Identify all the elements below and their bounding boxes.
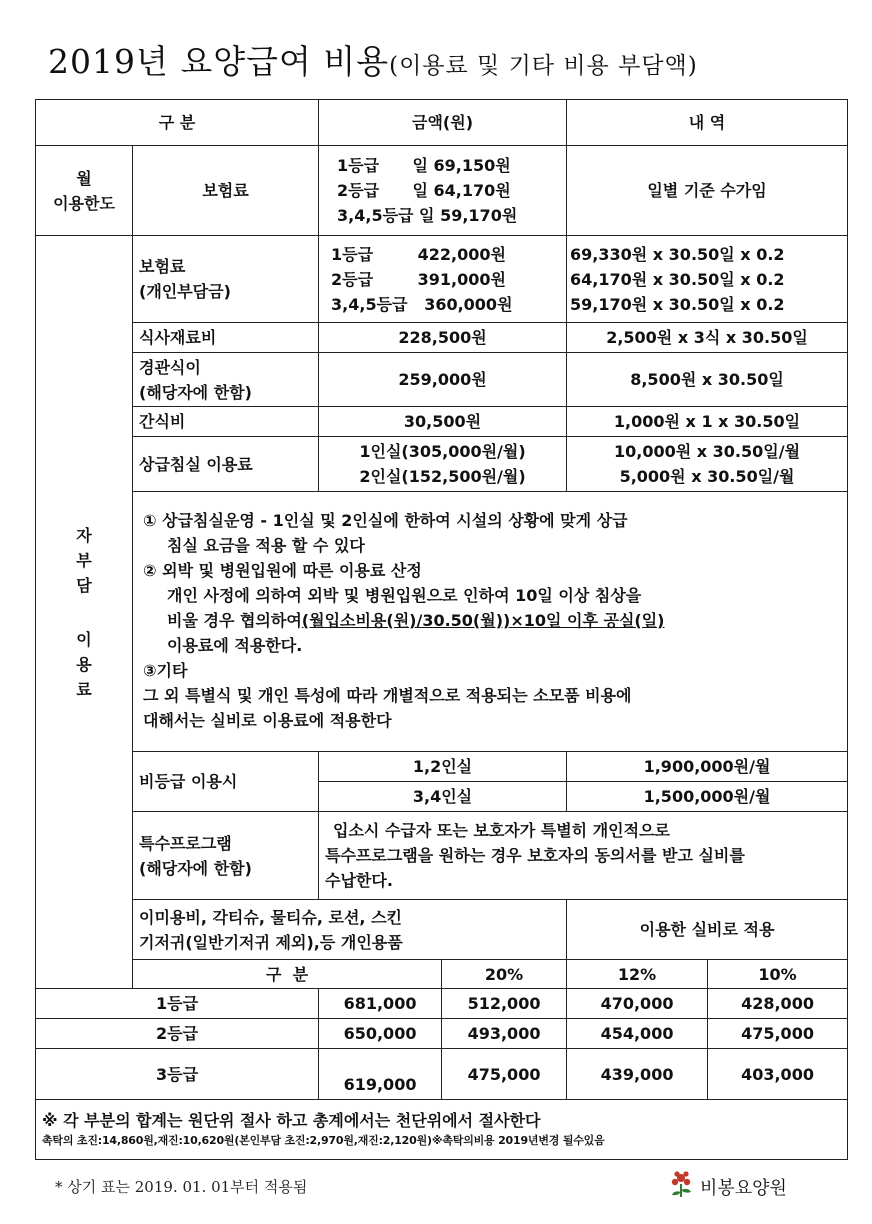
note-2: ② 외박 및 병원입원에 따른 이용료 산정: [143, 561, 422, 580]
tube-meal-detail: 8,500원 x 30.50일: [567, 353, 848, 407]
footnote: [36, 1100, 848, 1160]
note-1: ① 상급침실운영 - 1인실 및 2인실에 한하여 시설의 상황에 맞게 상급: [143, 511, 628, 530]
personal-items-row: [36, 900, 848, 960]
special-program-label: 특수프로그램 (해당자에 한함): [133, 812, 319, 900]
snack-amount: 30,500원: [319, 407, 567, 437]
monthly-limit-amounts: 1등급 일 69,150원 2등급 일 64,170원 3,4,5등급 일 59,170원: [319, 146, 567, 236]
insurance-label: 보험료 (개인부담금): [133, 236, 319, 323]
non-grade-fee-2: 1,500,000원/월: [567, 782, 848, 812]
special-program-text: 입소시 수급자 또는 보호자가 특별히 개인적으로 특수프로그램을 원하는 경우 보호자의 동의서를 받고 실비를 수납한다.: [319, 812, 848, 900]
meal-label: 식사재료비: [133, 323, 319, 353]
note-3: ③기타: [143, 661, 188, 680]
non-grade-room-1: 1,2인실: [319, 752, 567, 782]
header-row: [36, 100, 848, 146]
monthly-limit-detail: 일별 기준 수가임: [567, 146, 848, 236]
header-detail: 내 역: [567, 100, 848, 146]
personal-items-detail: 이용한 실비로 적용: [567, 900, 848, 960]
rate-header-10: 10%: [708, 960, 848, 989]
rate-header-12: 12%: [567, 960, 708, 989]
monthly-limit-label: 월 이용한도: [36, 146, 133, 236]
upgraded-room-amounts: 1인실(305,000원/월) 2인실(152,500원/월): [319, 437, 567, 492]
special-program-row: [36, 812, 848, 900]
rate-header-row: [36, 960, 848, 989]
notes-row: [36, 492, 848, 752]
title-main: 2019년 요양급여 비용: [48, 42, 390, 81]
meal-row: [36, 323, 848, 353]
upgraded-room-row: [36, 437, 848, 492]
self-pay-label: 자 부 담 이 용 료: [36, 236, 133, 989]
footnote-fine: 촉탁의 초진:14,860원,재진:10,620원(본인부담 초진:2,970원,재진:2,120원)※촉탁의비용 2019년변경 될수있음: [42, 1134, 605, 1147]
insurance-details: 69,330원 x 30.50일 x 0.2 64,170원 x 30.50일 x 0.2 59,170원 x 30.50일 x 0.2: [567, 236, 848, 323]
title-sub: (이용료 및 기타 비용 부담액): [389, 53, 698, 79]
non-grade-label: 비등급 이용시: [133, 752, 319, 812]
flower-logo-icon: [668, 1170, 694, 1198]
tube-meal-amount: 259,000원: [319, 353, 567, 407]
snack-detail: 1,000원 x 1 x 30.50일: [567, 407, 848, 437]
upgraded-room-details: 10,000원 x 30.50일/월 5,000원 x 30.50일/월: [567, 437, 848, 492]
facility-name: 비봉요양원: [700, 1178, 787, 1199]
footnote-row: [36, 1100, 848, 1160]
meal-detail: 2,500원 x 3식 x 30.50일: [567, 323, 848, 353]
rate-row: 2등급 650,000 493,000 454,000 475,000: [36, 1019, 848, 1049]
footnote-main: ※ 각 부분의 합계는 원단위 절사 하고 총계에서는 천단위에서 절사한다: [42, 1111, 541, 1130]
page-title: [48, 36, 698, 83]
non-grade-row-1: [36, 752, 848, 782]
upgraded-room-label: 상급침실 이용료: [133, 437, 319, 492]
rate-row: 1등급 681,000 512,000 470,000 428,000: [36, 989, 848, 1019]
effective-date-note: * 상기 표는 2019. 01. 01부터 적용됨: [55, 1178, 308, 1196]
monthly-limit-row: [36, 146, 848, 236]
notes-block: ① 상급침실운영 - 1인실 및 2인실에 한하여 시설의 상황에 맞게 상급 침실 요금을 적용 할 수 있다 ② 외박 및 병원입원에 따른 이용료 산정 개인 사정에 의하여 외박 및 병원입원으로 인하여 10일 이상 침상을 비울 경우 협의하여(월입소비용(원)/30.50(월))×10일 이후 공실(일) 이용료에 적용한다. ③기타 그 외 특별식 및 개인 특성에 따라 개별적으로 적용되는 소모품 비용에 대해서는 실비로 이용료에 적용한다: [133, 492, 848, 752]
snack-label: 간식비: [133, 407, 319, 437]
non-grade-fee-1: 1,900,000원/월: [567, 752, 848, 782]
insurance-amounts: 1등급 422,000원 2등급 391,000원 3,4,5등급 360,000원: [319, 236, 567, 323]
tube-meal-row: [36, 353, 848, 407]
personal-items-label: 이미용비, 각티슈, 물티슈, 로션, 스킨 기저귀(일반기저귀 제외),등 개인용품: [133, 900, 567, 960]
non-grade-room-2: 3,4인실: [319, 782, 567, 812]
insurance-row: [36, 236, 848, 323]
monthly-limit-item: 보험료: [133, 146, 319, 236]
rate-row: 3등급 619,000 475,000 439,000 403,000: [36, 1049, 848, 1100]
tube-meal-label: 경관식이 (해당자에 한함): [133, 353, 319, 407]
rate-header-category: 구 분: [133, 960, 442, 989]
header-category: 구 분: [36, 100, 319, 146]
rate-header-20: 20%: [442, 960, 567, 989]
meal-amount: 228,500원: [319, 323, 567, 353]
fee-table: [35, 99, 848, 1160]
snack-row: [36, 407, 848, 437]
header-amount: 금액(원): [319, 100, 567, 146]
